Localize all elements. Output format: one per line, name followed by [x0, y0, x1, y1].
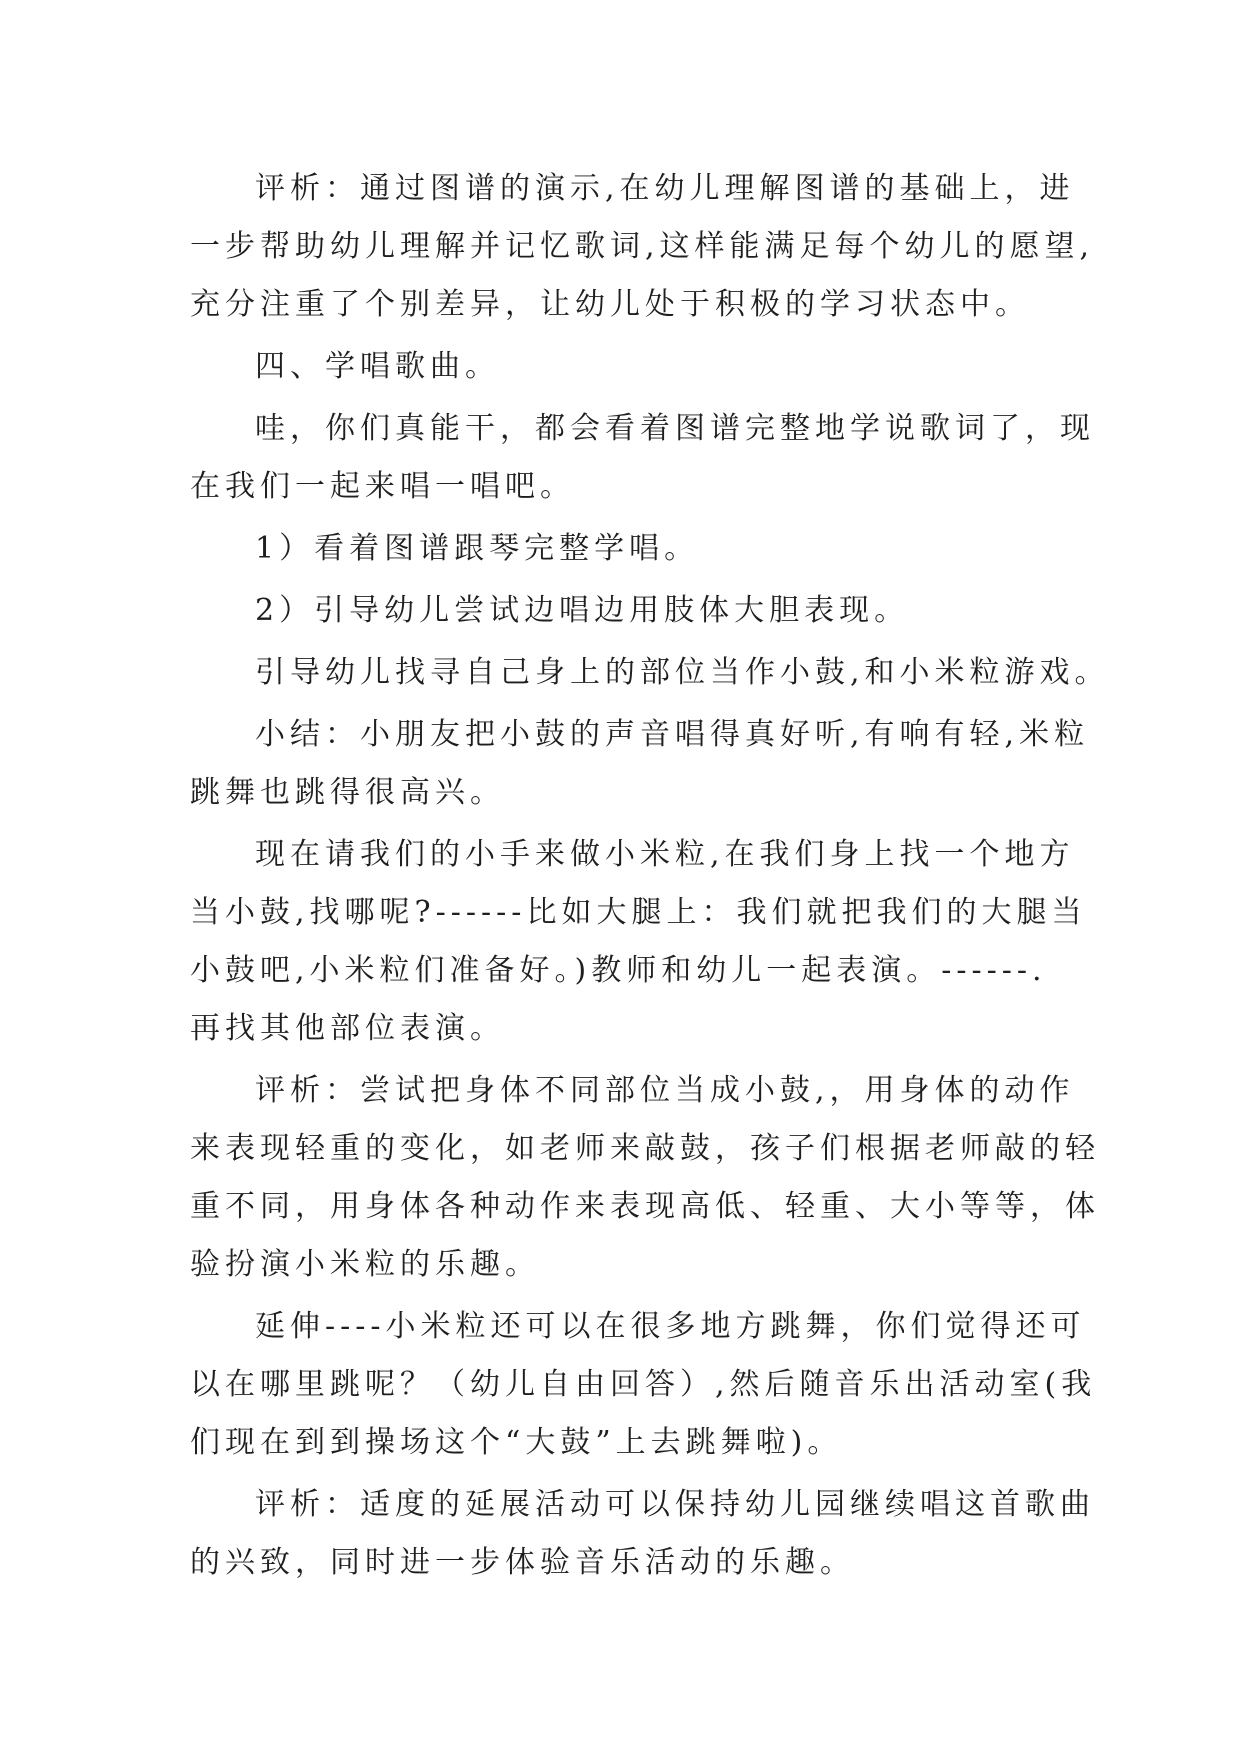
paragraph-line: 跳舞也跳得很高兴。	[190, 775, 505, 810]
paragraph-line: 当小鼓,找哪呢?------比如大腿上：我们就把我们的大腿当	[190, 895, 1087, 930]
paragraph-line: 充分注重了个别差异，让幼儿处于积极的学习状态中。	[190, 287, 1030, 322]
paragraph-praise	[190, 400, 1095, 516]
paragraph-line: 1）看着图谱跟琴完整学唱。	[255, 531, 700, 566]
paragraph-line: 评析：适度的延展活动可以保持幼儿园继续唱这首歌曲	[255, 1487, 1095, 1522]
paragraph-analysis-3	[190, 1476, 1095, 1592]
paragraph-line: 们现在到到操场这个“大鼓”上去跳舞啦)。	[190, 1425, 843, 1460]
paragraph-line: 现在请我们的小手来做小米粒,在我们身上找一个地方	[255, 837, 1075, 872]
paragraph-analysis-1	[190, 160, 1095, 334]
paragraph-analysis-2	[190, 1062, 1100, 1294]
paragraph-line: 来表现轻重的变化，如老师来敲鼓，孩子们根据老师敲的轻	[190, 1131, 1100, 1166]
paragraph-line: 延伸----小米粒还可以在很多地方跳舞，你们觉得还可	[255, 1309, 1086, 1344]
paragraph-summary	[190, 706, 1090, 822]
paragraph-line: 四、学唱歌曲。	[255, 349, 500, 384]
paragraph-line: 重不同，用身体各种动作来表现高低、轻重、大小等等，体	[190, 1189, 1100, 1224]
step-1	[190, 520, 1060, 578]
paragraph-line: 在我们一起来唱一唱吧。	[190, 469, 575, 504]
paragraph-line: 的兴致，同时进一步体验音乐活动的乐趣。	[190, 1545, 855, 1580]
section-heading-learn-singing	[190, 338, 1060, 396]
paragraph-line: 一步帮助幼儿理解并记忆歌词,这样能满足每个幼儿的愿望,	[190, 229, 1095, 264]
paragraph-performance	[190, 826, 1087, 1058]
paragraph-line: 哇，你们真能干，都会看着图谱完整地学说歌词了，现	[255, 411, 1095, 446]
paragraph-line: 再找其他部位表演。	[190, 1011, 505, 1046]
paragraph-line: 评析：通过图谱的演示,在幼儿理解图谱的基础上，进	[255, 171, 1075, 206]
paragraph-extension	[190, 1298, 1097, 1472]
paragraph-find-drum	[190, 644, 1110, 702]
document-body	[190, 160, 1110, 1596]
step-2	[190, 582, 1060, 640]
paragraph-line: 验扮演小米粒的乐趣。	[190, 1247, 540, 1282]
paragraph-line: 小结：小朋友把小鼓的声音唱得真好听,有响有轻,米粒	[255, 717, 1090, 752]
paragraph-line: 以在哪里跳呢？（幼儿自由回答）,然后随音乐出活动室(我	[190, 1367, 1097, 1402]
paragraph-line: 小鼓吧,小米粒们准备好。)教师和幼儿一起表演。------.	[190, 953, 1047, 988]
paragraph-line: 评析：尝试把身体不同部位当成小鼓,，用身体的动作	[255, 1073, 1075, 1108]
paragraph-line: 引导幼儿找寻自己身上的部位当作小鼓,和小米粒游戏。	[255, 655, 1110, 690]
paragraph-line: 2）引导幼儿尝试边唱边用肢体大胆表现。	[255, 593, 910, 628]
